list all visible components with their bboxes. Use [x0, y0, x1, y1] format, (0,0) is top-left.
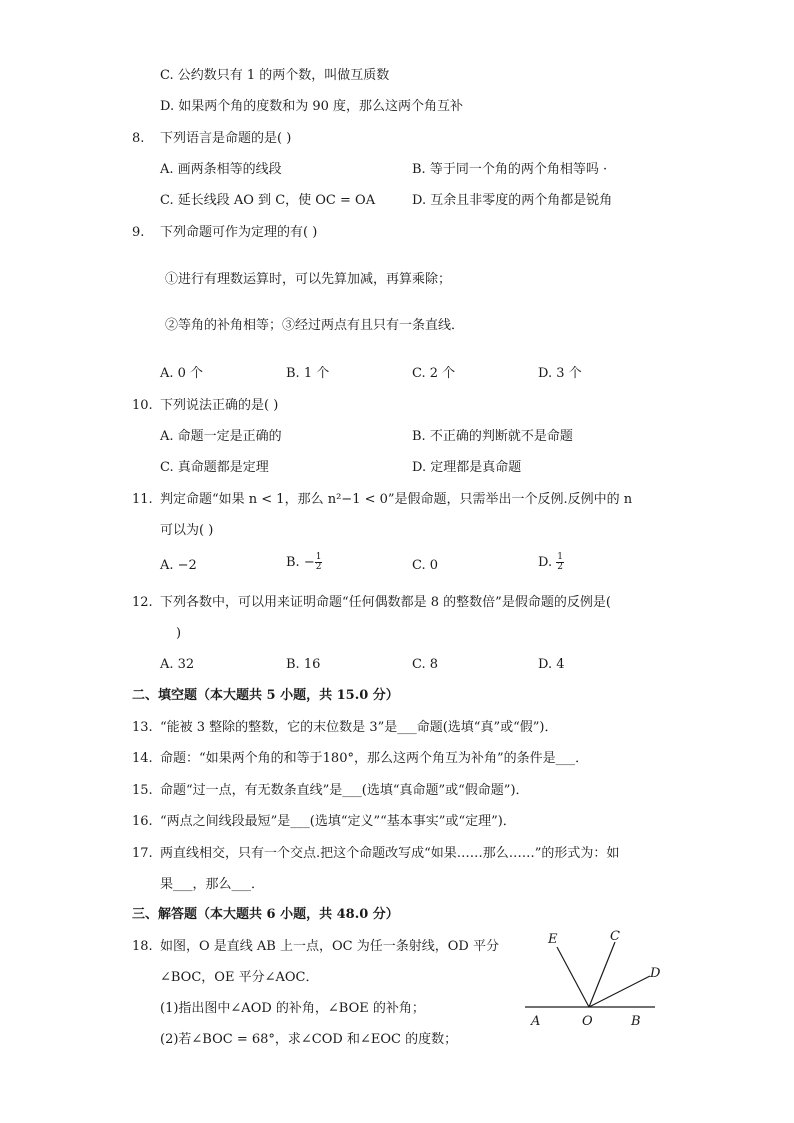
q7-option-c: C. 公约数只有 1 的两个数，叫做互质数	[160, 68, 390, 83]
q9-option-b: B. 1 个	[286, 366, 330, 381]
ray-OC	[589, 942, 615, 1007]
q12-option-d: D. 4	[538, 657, 565, 672]
q8-stem: 下列语言是命题的是( )	[160, 131, 292, 146]
q11-option-a: A. −2	[160, 558, 197, 573]
q18-subquestion-2: (2)若∠BOC = 68°，求∠COD 和∠EOC 的度数；	[160, 1032, 458, 1047]
q18-number: 18.	[132, 939, 153, 954]
q17-line1: 两直线相交，只有一个交点.把这个命题改写成“如果……那么……”的形式为：如	[160, 846, 620, 861]
q7-option-d: D. 如果两个角的度数和为 90 度，那么这两个角互补	[160, 99, 464, 114]
q10-option-b: B. 不正确的判断就不是命题	[412, 429, 573, 444]
q12-number: 12.	[132, 595, 153, 610]
fraction-numerator: 1	[557, 552, 563, 562]
q8-option-d: D. 互余且非零度的两个角都是锐角	[412, 193, 613, 208]
q11-option-c: C. 0	[412, 558, 439, 573]
label-O: O	[582, 1014, 593, 1029]
q10-number: 10.	[132, 398, 153, 413]
q9-option-c: C. 2 个	[412, 366, 456, 381]
q18-line1: 如图，O 是直线 AB 上一点，OC 为任一条射线，OD 平分	[160, 939, 499, 954]
section-heading-answer: 三、解答题（本大题共 6 小题，共 48.0 分）	[132, 907, 399, 922]
ray-OD	[589, 976, 650, 1007]
label-B: B	[631, 1014, 641, 1029]
q12-option-a: A. 32	[160, 657, 195, 672]
q9-number: 9.	[132, 225, 145, 240]
ray-OE	[557, 947, 589, 1007]
q10-option-c: C. 真命题都是定理	[160, 460, 269, 475]
q8-option-a: A. 画两条相等的线段	[160, 162, 282, 177]
q12-option-b: B. 16	[286, 657, 321, 672]
q13-text: “能被 3 整除的整数，它的末位数是 3”是___命题(选填“真”或“假”)．	[160, 720, 558, 735]
q8-option-b: B. 等于同一个角的两个角相等吗 ·	[412, 162, 608, 177]
q9-option-d: D. 3 个	[538, 366, 582, 381]
label-D: D	[650, 966, 661, 981]
q11-option-d-fraction	[556, 553, 564, 572]
q8-option-c: C. 延长线段 AO 到 C，使 OC = OA	[160, 193, 376, 208]
q11-stem-line1: 判定命题“如果 n < 1，那么 n²−1 < 0”是假命题，只需举出一个反例.反例中的 n	[160, 492, 633, 507]
angle-figure	[520, 922, 670, 1032]
q11-number: 11.	[132, 492, 153, 507]
q11-option-d-prefix: D.	[538, 555, 553, 570]
q10-option-d: D. 定理都是真命题	[412, 460, 522, 475]
q13-number: 13.	[132, 720, 153, 735]
q17-number: 17.	[132, 846, 153, 861]
q12-option-c: C. 8	[412, 657, 439, 672]
q18-subquestion-1: (1)指出图中∠AOD 的补角，∠BOE 的补角；	[160, 1001, 425, 1016]
q14-number: 14.	[132, 751, 153, 766]
q16-text: “两点之间线段最短”是___(选填“定义”“基本事实”或“定理”)．	[160, 814, 516, 829]
q10-option-a: A. 命题一定是正确的	[160, 429, 282, 444]
q12-stem-line2: )	[176, 626, 182, 641]
q10-stem: 下列说法正确的是( )	[160, 398, 279, 413]
q11-option-b-fraction	[315, 553, 323, 572]
fraction-denominator: 2	[557, 562, 563, 572]
fraction-numerator: 1	[315, 552, 322, 562]
q11-option-b	[286, 553, 322, 572]
q11-option-b-prefix: B. −	[286, 555, 315, 570]
q16-number: 16.	[132, 814, 153, 829]
q15-number: 15.	[132, 783, 153, 798]
q9-stem: 下列命题可作为定理的有( )	[160, 225, 318, 240]
q14-text: 命题：“如果两个角的和等于180°，那么这两个角互为补角”的条件是___．	[160, 751, 589, 766]
q8-number: 8.	[132, 131, 145, 146]
section-heading-fill-in: 二、填空题（本大题共 5 小题，共 15.0 分）	[132, 688, 399, 703]
q18-line2: ∠BOC，OE 平分∠AOC．	[160, 970, 319, 985]
q9-statement-1: ①进行有理数运算时，可以先算加减，再算乘除；	[165, 272, 452, 287]
q11-stem-line2: 可以为( )	[160, 523, 214, 538]
q15-text: 命题“过一点，有无数条直线”是___(选填“真命题”或“假命题”)．	[160, 783, 529, 798]
fraction-denominator: 2	[315, 562, 322, 572]
label-A: A	[531, 1014, 541, 1029]
label-C: C	[610, 929, 620, 944]
q9-option-a: A. 0 个	[160, 366, 204, 381]
label-E: E	[548, 932, 558, 947]
q17-line2: 果___，那么___．	[160, 877, 265, 892]
q12-stem-line1: 下列各数中，可以用来证明命题“任何偶数都是 8 的整数倍”是假命题的反例是(	[160, 595, 611, 610]
q9-statement-2-3: ②等角的补角相等；③经过两点有且只有一条直线．	[165, 318, 465, 333]
q11-option-d	[538, 553, 564, 572]
